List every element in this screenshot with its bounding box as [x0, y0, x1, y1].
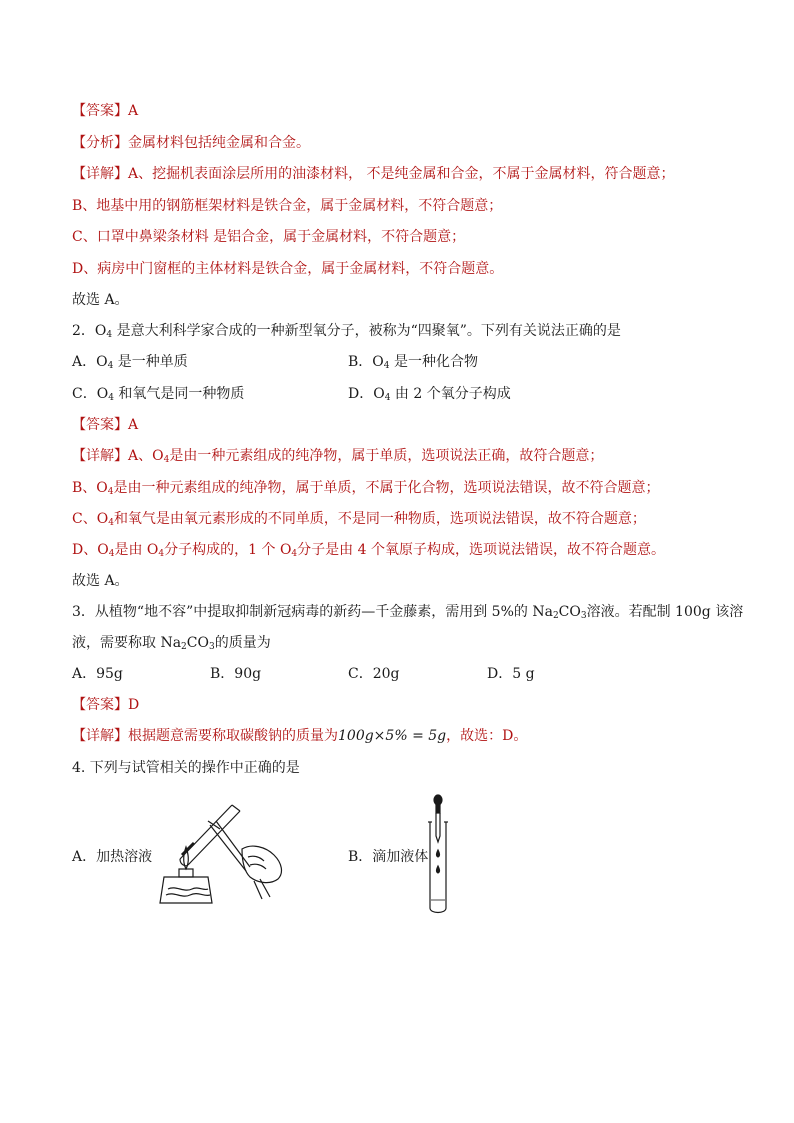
o4-symbol: O	[146, 542, 159, 558]
detail-prefix: C、	[72, 511, 97, 527]
subscript: 3	[208, 642, 215, 652]
q3-option-c: C．20g	[348, 666, 400, 682]
q2-conclusion: 故选 A。	[72, 573, 129, 589]
q2-option-d	[348, 385, 511, 403]
test-tube	[180, 805, 240, 866]
o4-symbol: O	[97, 542, 109, 558]
q1-answer-line	[72, 102, 138, 120]
subscript: 2	[552, 611, 559, 621]
formula: 100g×5% = 5g	[338, 728, 447, 744]
subscript: 4	[108, 518, 114, 528]
option-letter: D．	[348, 386, 374, 402]
o4-symbol: O	[96, 480, 108, 496]
subscript: 4	[108, 549, 115, 559]
question-number: 2．	[72, 323, 95, 339]
q2-answer-line	[72, 416, 138, 434]
detail-text: 是由一种元素组成的纯净物，属于单质，不属于化合物，选项说法错误，故不符合题意；	[113, 480, 660, 496]
subscript: 4	[163, 455, 170, 465]
stem-text: 的质量为	[214, 635, 271, 651]
q3-stem-line1	[72, 603, 743, 621]
o4-symbol: O	[96, 511, 109, 527]
o4-symbol: O	[96, 354, 108, 370]
q4-stem: 4. 下列与试管相关的操作中正确的是	[72, 760, 300, 776]
subscript: 3	[580, 611, 587, 621]
option-text: 由 2 个氧分子构成	[390, 386, 511, 402]
q1-detail-d: D、病房中门窗框的主体材料是铁合金，属于金属材料，不符合题意。	[72, 261, 504, 277]
o4-symbol: O	[152, 448, 164, 464]
detail-text: 分子是由 4 个氧原子构成，选项说法错误，故不符合题意。	[297, 542, 665, 558]
analysis-text: 金属材料包括纯金属和合金。	[128, 135, 310, 151]
option-text: 是一种化合物	[389, 354, 478, 370]
q1-conclusion: 故选 A。	[72, 292, 129, 308]
stem-text: 液，需要称取 Na	[72, 635, 182, 651]
dropping-liquid-figure	[420, 792, 456, 918]
q3-answer-line	[72, 696, 139, 714]
q1-detail-a	[72, 165, 675, 183]
heating-solution-figure	[150, 795, 290, 910]
subscript: 4	[383, 361, 390, 371]
subscript: 4	[108, 393, 114, 403]
answer-tag: 【答案】	[72, 697, 128, 713]
answer-value: D	[128, 697, 140, 713]
option-letter: C．	[72, 386, 97, 402]
dropper	[434, 795, 442, 842]
detail-text: 是由	[114, 542, 147, 558]
formula-part: CO	[558, 604, 581, 620]
q1-analysis-line	[72, 134, 310, 152]
q2-option-a	[72, 353, 188, 371]
q2-detail-a	[72, 447, 603, 465]
option-letter: B．	[348, 354, 373, 370]
detail-text: 根据题意需要称取碳酸钠的质量为	[128, 728, 338, 744]
formula-part: CO	[186, 635, 209, 651]
q3-detail	[72, 727, 527, 745]
detail-tag: 【详解】	[72, 166, 128, 182]
option-letter: A．	[72, 354, 97, 370]
subscript: 4	[107, 361, 114, 371]
q4-option-a: A．加热溶液	[72, 849, 153, 865]
o4-symbol: O	[373, 386, 385, 402]
o4-symbol: O	[279, 542, 292, 558]
q2-detail-c	[72, 510, 646, 528]
o4-symbol: O	[96, 386, 109, 402]
q2-stem	[72, 322, 621, 340]
detail-prefix: D、	[72, 542, 98, 558]
droplets	[437, 850, 440, 873]
detail-prefix: B、	[72, 480, 97, 496]
o4-symbol: O	[94, 323, 107, 339]
option-text: 和氧气是同一种物质	[113, 386, 245, 402]
stem-text: 是意大利科学家合成的一种新型氧分子，被称为“四聚氧”。下列有关说法正确的是	[112, 323, 621, 339]
answer-value: A	[128, 417, 139, 433]
subscript: 4	[291, 549, 298, 559]
q2-option-c	[72, 385, 244, 403]
q1-detail-b: B、地基中用的钢筋框架材料是铁合金，属于金属材料，不符合题意；	[72, 198, 503, 214]
alcohol-lamp	[160, 847, 212, 903]
subscript: 4	[158, 549, 165, 559]
subscript: 4	[384, 393, 391, 403]
q3-option-b: B．90g	[210, 666, 262, 682]
answer-value: A	[128, 103, 139, 119]
detail-text: A、挖掘机表面涂层所用的油漆材料， 不是纯金属和合金，不属于金属材料，符合题意；	[128, 166, 675, 182]
hand	[242, 846, 281, 899]
analysis-tag: 【分析】	[72, 135, 128, 151]
o4-symbol: O	[372, 354, 384, 370]
q3-option-d: D．5 g	[487, 666, 535, 682]
detail-text: 分子构成的，1 个	[164, 542, 280, 558]
q3-stem-line2	[72, 634, 271, 652]
detail-text: 和氧气是由氧元素形成的不同单质，不是同一种物质，选项说法错误，故不符合题意；	[113, 511, 646, 527]
q2-detail-d	[72, 541, 665, 559]
option-text: 是一种单质	[113, 354, 188, 370]
q1-detail-c: C、口罩中鼻梁条材料 是铝合金，属于金属材料，不符合题意；	[72, 229, 466, 245]
stem-text: 溶液。若配制 100g 该溶	[586, 604, 744, 620]
q4-option-b: B．滴加液体	[348, 849, 429, 865]
detail-text: 是由一种元素组成的纯净物，属于单质，选项说法正确，故符合题意；	[169, 448, 604, 464]
subscript: 4	[106, 330, 113, 340]
detail-tag: 【详解】	[72, 728, 128, 744]
subscript: 2	[181, 642, 187, 652]
detail-text: ，故选：D。	[446, 728, 528, 744]
detail-tag: 【详解】	[72, 448, 128, 464]
answer-tag: 【答案】	[72, 417, 128, 433]
answer-tag: 【答案】	[72, 103, 128, 119]
q2-detail-b	[72, 479, 660, 497]
stem-text: 3．从植物“地不容”中提取抑制新冠病毒的新药—千金藤素，需用到 5%的 Na	[72, 604, 553, 620]
detail-prefix: A、	[128, 448, 153, 464]
subscript: 4	[107, 487, 114, 497]
q2-option-b	[348, 353, 478, 371]
q3-option-a: A．95g	[72, 666, 123, 682]
